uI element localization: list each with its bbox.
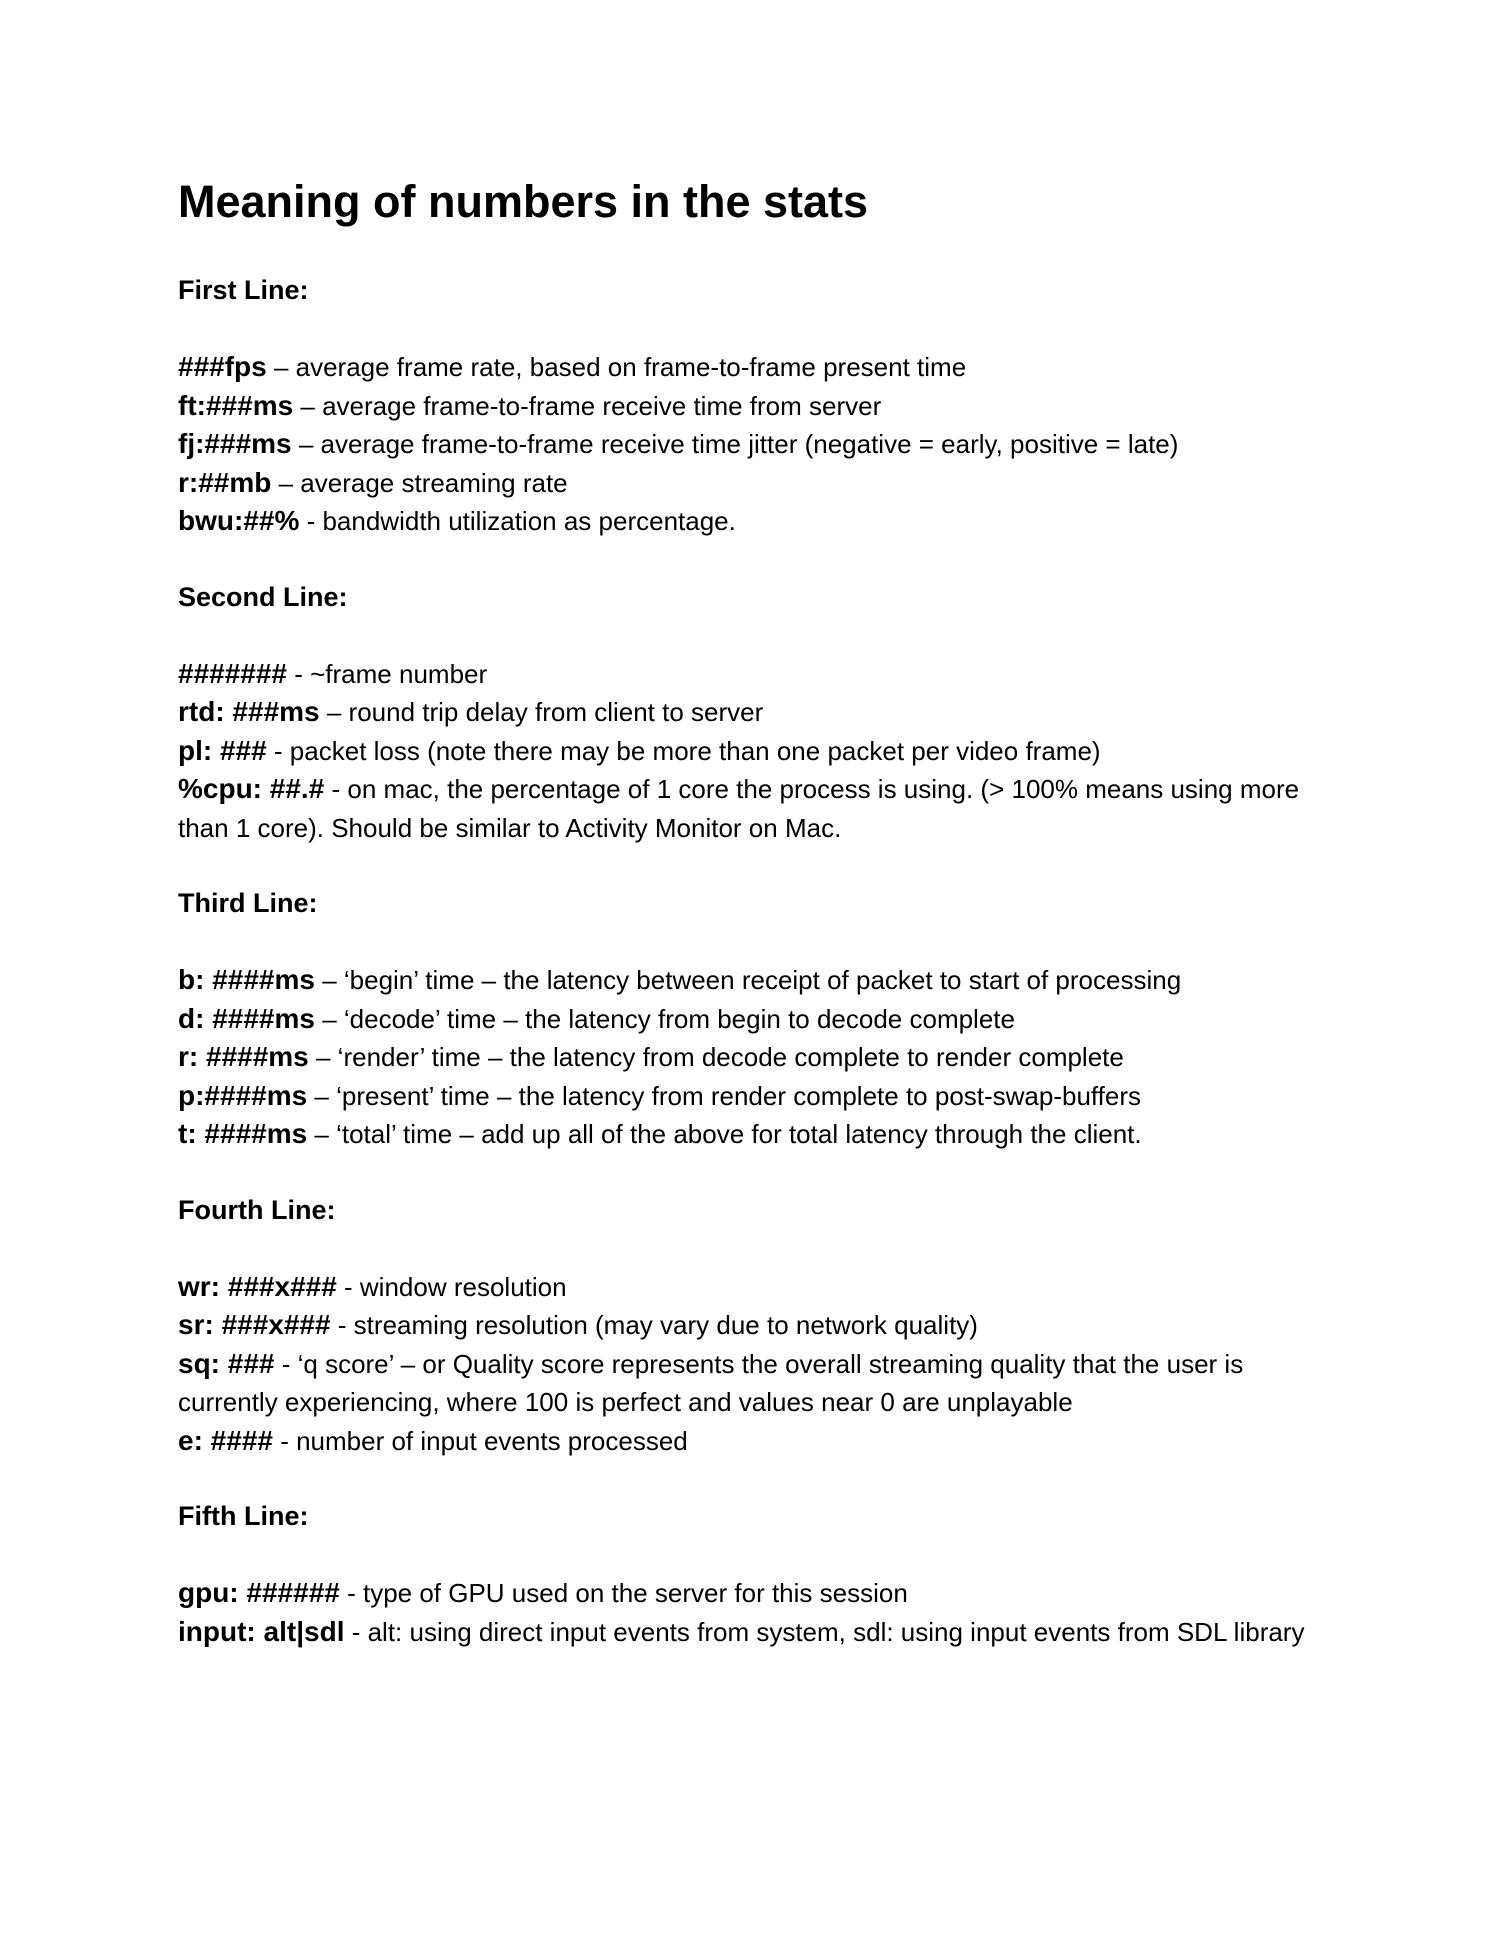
section-second-line bbox=[178, 578, 1338, 848]
stat-description: - on mac, the percentage of 1 core the process is using. (> 100% means using more than 1 core). Should be similar to Activity Monitor on Mac. bbox=[178, 774, 1300, 843]
stat-description: - number of input events processed bbox=[272, 1425, 688, 1456]
stat-description: – average frame rate, based on frame-to-frame present time bbox=[266, 352, 967, 382]
stat-term: sr: ###x### bbox=[178, 1309, 331, 1340]
entry-list bbox=[178, 1268, 1338, 1461]
stat-term: ft:###ms bbox=[178, 389, 294, 421]
list-item bbox=[178, 1422, 1338, 1461]
stat-term: b: ####ms bbox=[178, 964, 315, 995]
stat-term: %cpu: ##.# bbox=[178, 773, 325, 804]
stat-term: wr: ###x### bbox=[178, 1270, 337, 1302]
stat-description: – average frame-to-frame receive time from server bbox=[293, 390, 882, 421]
section-fifth-line bbox=[178, 1497, 1338, 1651]
list-item bbox=[178, 502, 1338, 541]
stat-term: d: ####ms bbox=[178, 1002, 315, 1034]
list-item bbox=[178, 425, 1338, 464]
list-item bbox=[178, 348, 1338, 387]
stat-term: p:####ms bbox=[178, 1079, 308, 1111]
stat-term: gpu: ###### bbox=[178, 1577, 340, 1608]
stat-term: sq: ### bbox=[178, 1347, 275, 1379]
stat-term: e: #### bbox=[178, 1424, 273, 1456]
list-item bbox=[178, 1613, 1338, 1652]
section-heading: Second Line: bbox=[178, 581, 348, 612]
list-item bbox=[178, 1000, 1338, 1039]
stat-term: r: ####ms bbox=[178, 1041, 309, 1072]
list-item bbox=[178, 464, 1338, 503]
section-heading: Fifth Line: bbox=[178, 1501, 309, 1531]
stat-term: bwu:##% bbox=[178, 505, 300, 536]
stat-description: - alt: using direct input events from system, sdl: using input events from SDL library bbox=[344, 1616, 1305, 1647]
stat-description: – ‘begin’ time – the latency between receipt of packet to start of processing bbox=[314, 965, 1182, 995]
list-item bbox=[178, 961, 1338, 1000]
stat-term: ####### bbox=[178, 657, 288, 689]
stat-description: – ‘total’ time – add up all of the above for total latency through the client. bbox=[307, 1119, 1142, 1149]
stat-description: – average streaming rate bbox=[271, 467, 568, 498]
stat-term: fj:###ms bbox=[178, 428, 292, 459]
list-item bbox=[178, 655, 1338, 694]
stat-description: – ‘present’ time – the latency from render complete to post-swap-buffers bbox=[307, 1080, 1142, 1111]
list-item bbox=[178, 1268, 1338, 1307]
stat-description: – round trip delay from client to server bbox=[319, 697, 764, 727]
list-item bbox=[178, 387, 1338, 426]
stat-term: pl: ### bbox=[178, 734, 267, 766]
stat-description: – ‘render’ time – the latency from decode complete to render complete bbox=[308, 1042, 1124, 1072]
stat-description: - bandwidth utilization as percentage. bbox=[299, 506, 736, 536]
stat-description: - packet loss (note there may be more than one packet per video frame) bbox=[266, 735, 1101, 766]
stat-description: - streaming resolution (may vary due to network quality) bbox=[330, 1310, 978, 1340]
stat-description: – average frame-to-frame receive time jitter (negative = early, positive = late) bbox=[291, 429, 1179, 459]
section-heading: Third Line: bbox=[178, 888, 318, 918]
list-item bbox=[178, 1038, 1338, 1077]
section-heading: First Line: bbox=[178, 275, 309, 305]
entry-list bbox=[178, 1574, 1338, 1651]
list-item bbox=[178, 732, 1338, 771]
list-item bbox=[178, 1306, 1338, 1345]
document-page bbox=[178, 172, 1338, 1688]
list-item bbox=[178, 1345, 1338, 1422]
stat-description: - ‘q score’ – or Quality score represents the overall streaming quality that the user is currently experiencing, where 100 is perfect and values near 0 are unplayable bbox=[178, 1348, 1244, 1417]
entry-list bbox=[178, 655, 1338, 848]
section-third-line bbox=[178, 884, 1338, 1154]
section-heading: Fourth Line: bbox=[178, 1194, 336, 1225]
list-item bbox=[178, 770, 1338, 847]
stat-term: t: ####ms bbox=[178, 1118, 308, 1149]
list-item bbox=[178, 1115, 1338, 1154]
entry-list bbox=[178, 348, 1338, 541]
stat-description: – ‘decode’ time – the latency from begin to decode complete bbox=[314, 1003, 1015, 1034]
stat-description: - window resolution bbox=[336, 1271, 567, 1302]
stat-description: - type of GPU used on the server for this session bbox=[339, 1578, 908, 1608]
stat-term: r:##mb bbox=[178, 466, 272, 498]
list-item bbox=[178, 693, 1338, 732]
list-item bbox=[178, 1574, 1338, 1613]
section-fourth-line bbox=[178, 1191, 1338, 1461]
section-first-line bbox=[178, 271, 1338, 541]
stat-term: input: alt|sdl bbox=[178, 1615, 345, 1647]
stat-term: ###fps bbox=[178, 351, 267, 382]
stat-term: rtd: ###ms bbox=[178, 696, 320, 727]
list-item bbox=[178, 1077, 1338, 1116]
stat-description: - ~frame number bbox=[287, 658, 488, 689]
page-title: Meaning of numbers in the stats bbox=[178, 176, 869, 227]
entry-list bbox=[178, 961, 1338, 1154]
